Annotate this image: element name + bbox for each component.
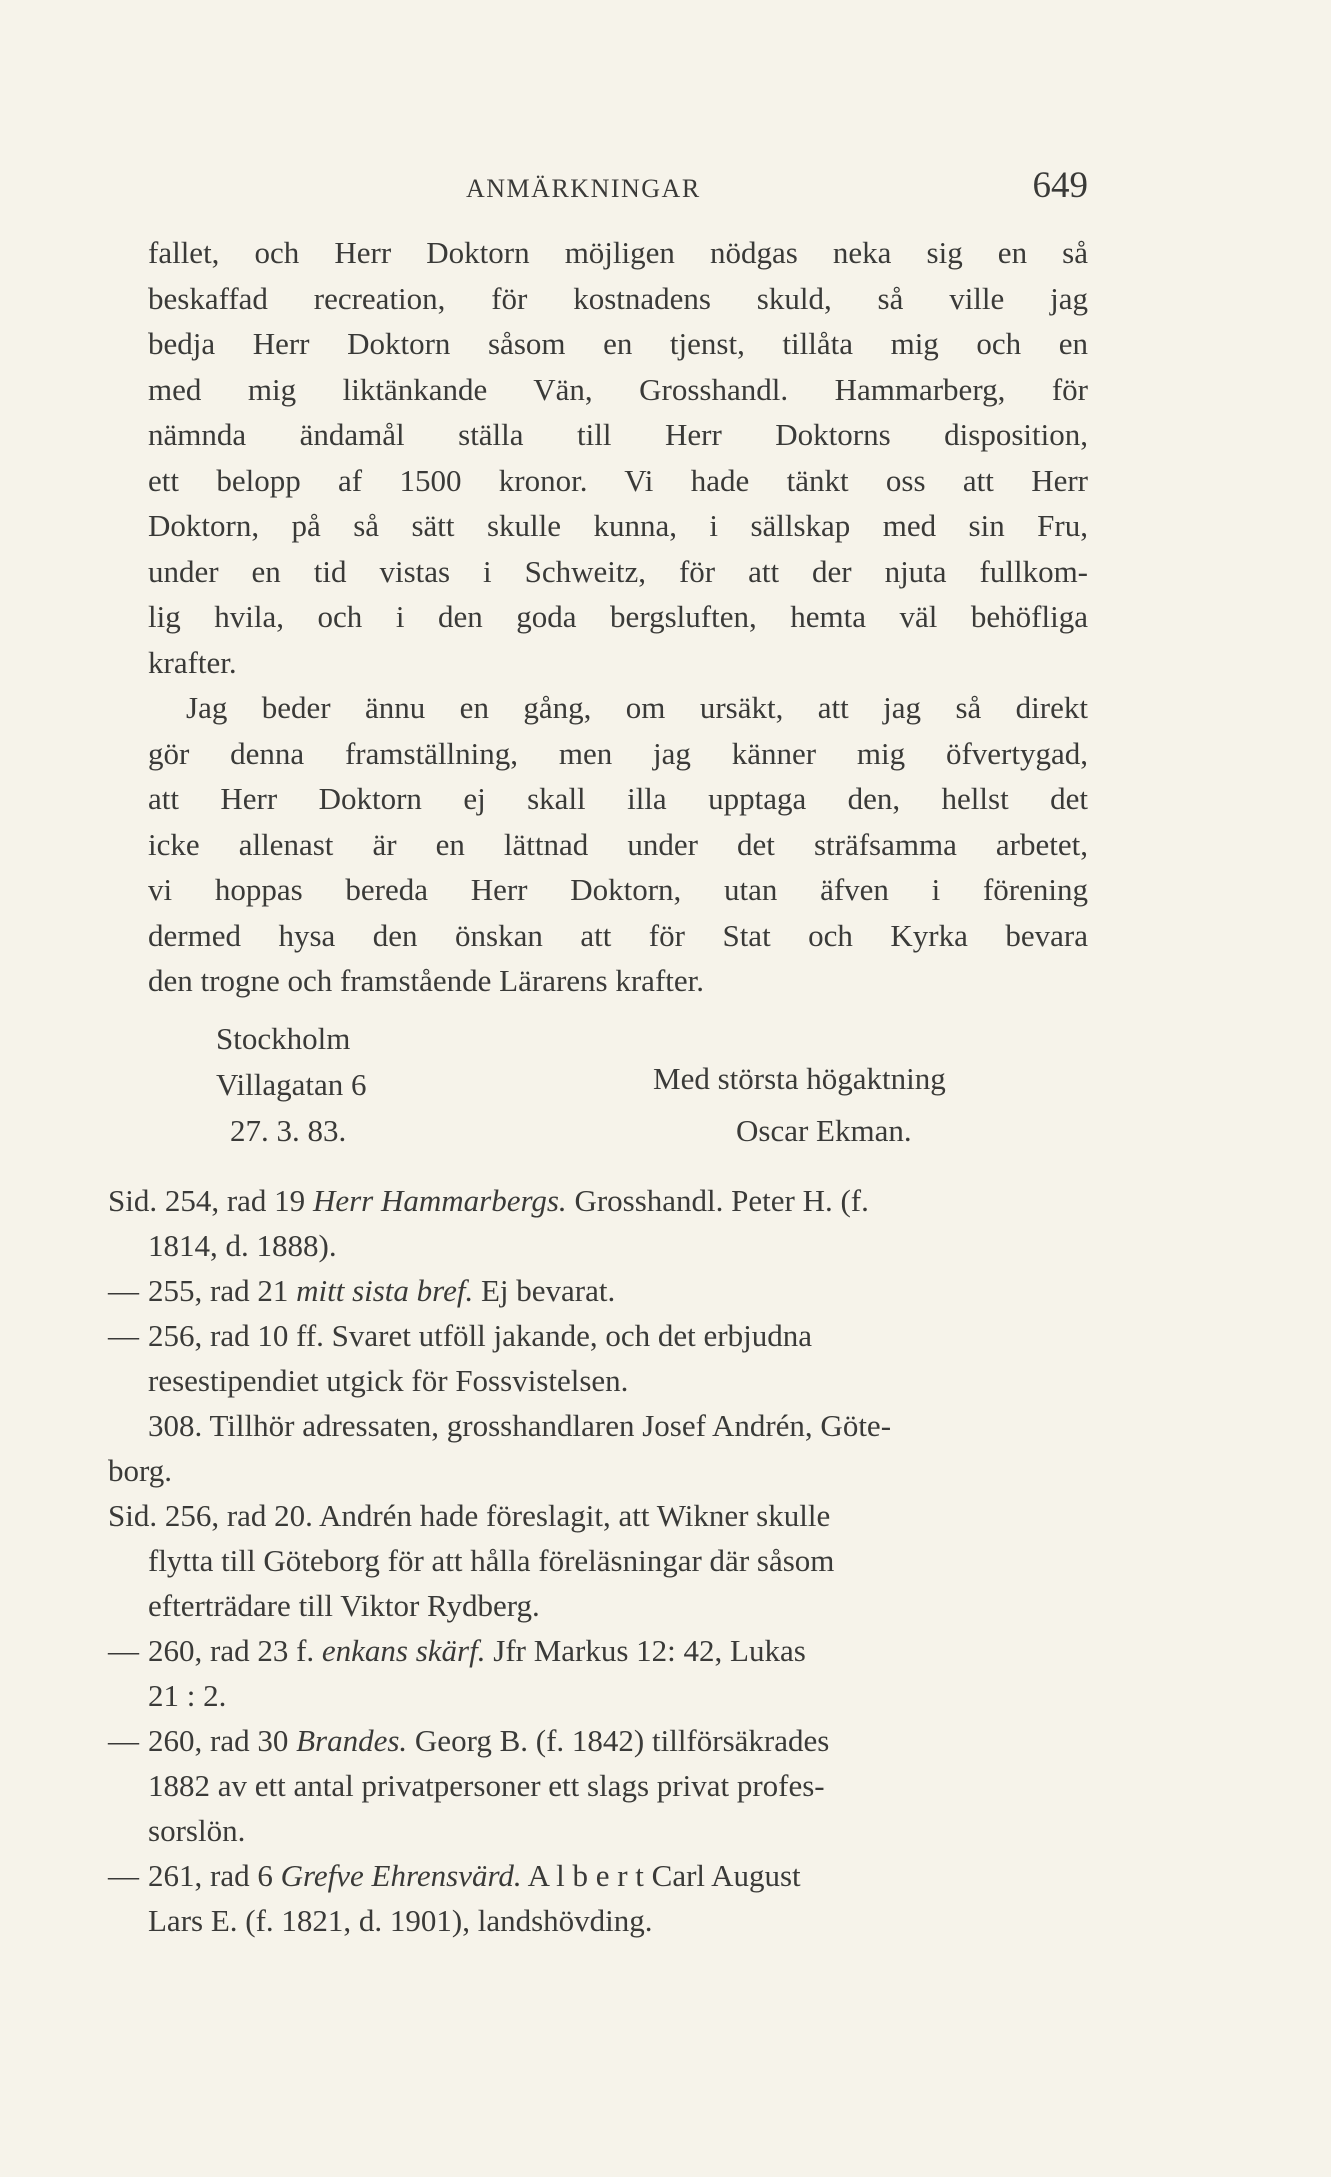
note-lemma: Herr Hammarbergs.: [312, 1183, 567, 1218]
page-number: 649: [1032, 165, 1088, 206]
note-entry: [108, 1268, 1090, 1313]
text-line: Doktorn, på så sätt skulle kunna, i sällskap med sin Fru,: [148, 508, 1088, 543]
note-entry: [108, 1493, 1090, 1628]
text-line: att Herr Doktorn ej skall illa upptaga den, hellst det: [148, 781, 1088, 816]
text-line: vi hoppas bereda Herr Doktorn, utan äfven i förening: [148, 872, 1088, 907]
annotations: [108, 1178, 1090, 1943]
text-line: krafter.: [148, 644, 237, 680]
note-line: [108, 1628, 1090, 1673]
note-text: A l b e r t Carl August: [521, 1858, 801, 1893]
note-entry: [108, 1628, 1090, 1718]
note-line: borg.: [108, 1453, 173, 1488]
text-line: med mig liktänkande Vän, Grosshandl. Hammarberg, för: [148, 371, 1088, 407]
closing-date: 27. 3. 83.: [230, 1113, 347, 1148]
note-line: sorslön.: [148, 1813, 246, 1848]
text-line: dermed hysa den önskan att för Stat och Kyrka bevara: [148, 917, 1088, 953]
text-line: den trogne och framstående Lärarens krafter.: [148, 963, 705, 998]
note-text: Sid. 254, rad 19: [108, 1183, 313, 1218]
text-line: bedja Herr Doktorn såsom en tjenst, tillåta mig och en: [148, 326, 1088, 361]
note-text: 261, rad 6: [148, 1858, 281, 1893]
note-line: flytta till Göteborg för att hålla föreläsningar där såsom: [148, 1543, 835, 1578]
note-text: Grosshandl. Peter H. (f.: [566, 1183, 869, 1218]
note-entry: [108, 1313, 1090, 1403]
closing-place: Stockholm: [216, 1021, 351, 1056]
note-line: [108, 1853, 1090, 1898]
ditto-dash: —: [108, 1318, 139, 1353]
note-line: 308. Tillhör adressaten, grosshandlaren Josef Andrén, Göte-: [148, 1408, 892, 1443]
note-text: Jfr Markus 12: 42, Lukas: [485, 1633, 806, 1668]
text-line: gör denna framställning, men jag känner mig öfvertygad,: [148, 735, 1088, 771]
note-lemma: Brandes.: [296, 1723, 408, 1758]
note-line: efterträdare till Viktor Rydberg.: [148, 1588, 540, 1623]
text-line: beskaffad recreation, för kostnadens skuld, så ville jag: [148, 280, 1088, 316]
note-lemma: mitt sista bref.: [296, 1273, 474, 1308]
text-line: ett belopp af 1500 kronor. Vi hade tänkt oss att Herr: [148, 462, 1088, 498]
ditto-dash: —: [108, 1723, 139, 1758]
ditto-dash: —: [108, 1858, 139, 1893]
closing-street: Villagatan 6: [216, 1067, 367, 1102]
letter-closing: [148, 1016, 1088, 1166]
text-line: fallet, och Herr Doktorn möjligen nödgas neka sig en så: [148, 235, 1088, 270]
closing-salutation: Med största högaktning: [653, 1061, 946, 1096]
text-line: icke allenast är en lättnad under det sträfsamma arbetet,: [148, 826, 1088, 862]
note-text: 260, rad 23 f.: [148, 1633, 322, 1668]
note-line: resestipendiet utgick för Fossvistelsen.: [148, 1363, 629, 1398]
note-entry: [108, 1718, 1090, 1853]
note-line: Lars E. (f. 1821, d. 1901), landshövding.: [148, 1903, 653, 1938]
note-lemma: Grefve Ehrensvärd.: [280, 1858, 522, 1893]
note-entry: [108, 1178, 1090, 1268]
note-text: Georg B. (f. 1842) tillförsäkrades: [407, 1723, 830, 1758]
ditto-dash: —: [108, 1273, 139, 1308]
running-head: ANMÄRKNINGAR: [466, 174, 701, 203]
text-line: Jag beder ännu en gång, om ursäkt, att jag så direkt: [186, 690, 1088, 725]
note-text: Ej bevarat.: [473, 1273, 616, 1308]
note-line: [108, 1718, 1090, 1763]
note-entry: [108, 1853, 1090, 1943]
closing-signature: Oscar Ekman.: [736, 1113, 912, 1148]
note-line: 1882 av ett antal privatpersoner ett slags privat profes-: [148, 1768, 825, 1803]
note-line: [108, 1313, 1090, 1358]
page-header: [148, 165, 1088, 218]
text-line: under en tid vistas i Schweitz, för att der njuta fullkom-: [148, 553, 1088, 589]
note-line: Sid. 256, rad 20. Andrén hade föreslagit, att Wikner skulle: [108, 1498, 831, 1533]
paragraph-1: [148, 230, 1088, 685]
note-lemma: enkans skärf.: [321, 1633, 486, 1668]
note-text: 255, rad 21: [148, 1273, 297, 1308]
letter-body: [148, 230, 1088, 1004]
note-line: [108, 1178, 1090, 1223]
note-entry: [108, 1403, 1090, 1493]
note-line: [108, 1268, 1090, 1313]
ditto-dash: —: [108, 1633, 139, 1668]
paragraph-2: [148, 685, 1088, 1004]
note-line: 1814, d. 1888).: [148, 1228, 337, 1263]
note-text: 256, rad 10 ff. Svaret utföll jakande, och det erbjudna: [148, 1318, 813, 1353]
text-line: nämnda ändamål ställa till Herr Doktorns disposition,: [148, 417, 1088, 452]
note-text: 260, rad 30: [148, 1723, 297, 1758]
note-line: 21 : 2.: [148, 1678, 227, 1713]
text-line: lig hvila, och i den goda bergsluften, hemta väl behöfliga: [148, 599, 1088, 634]
